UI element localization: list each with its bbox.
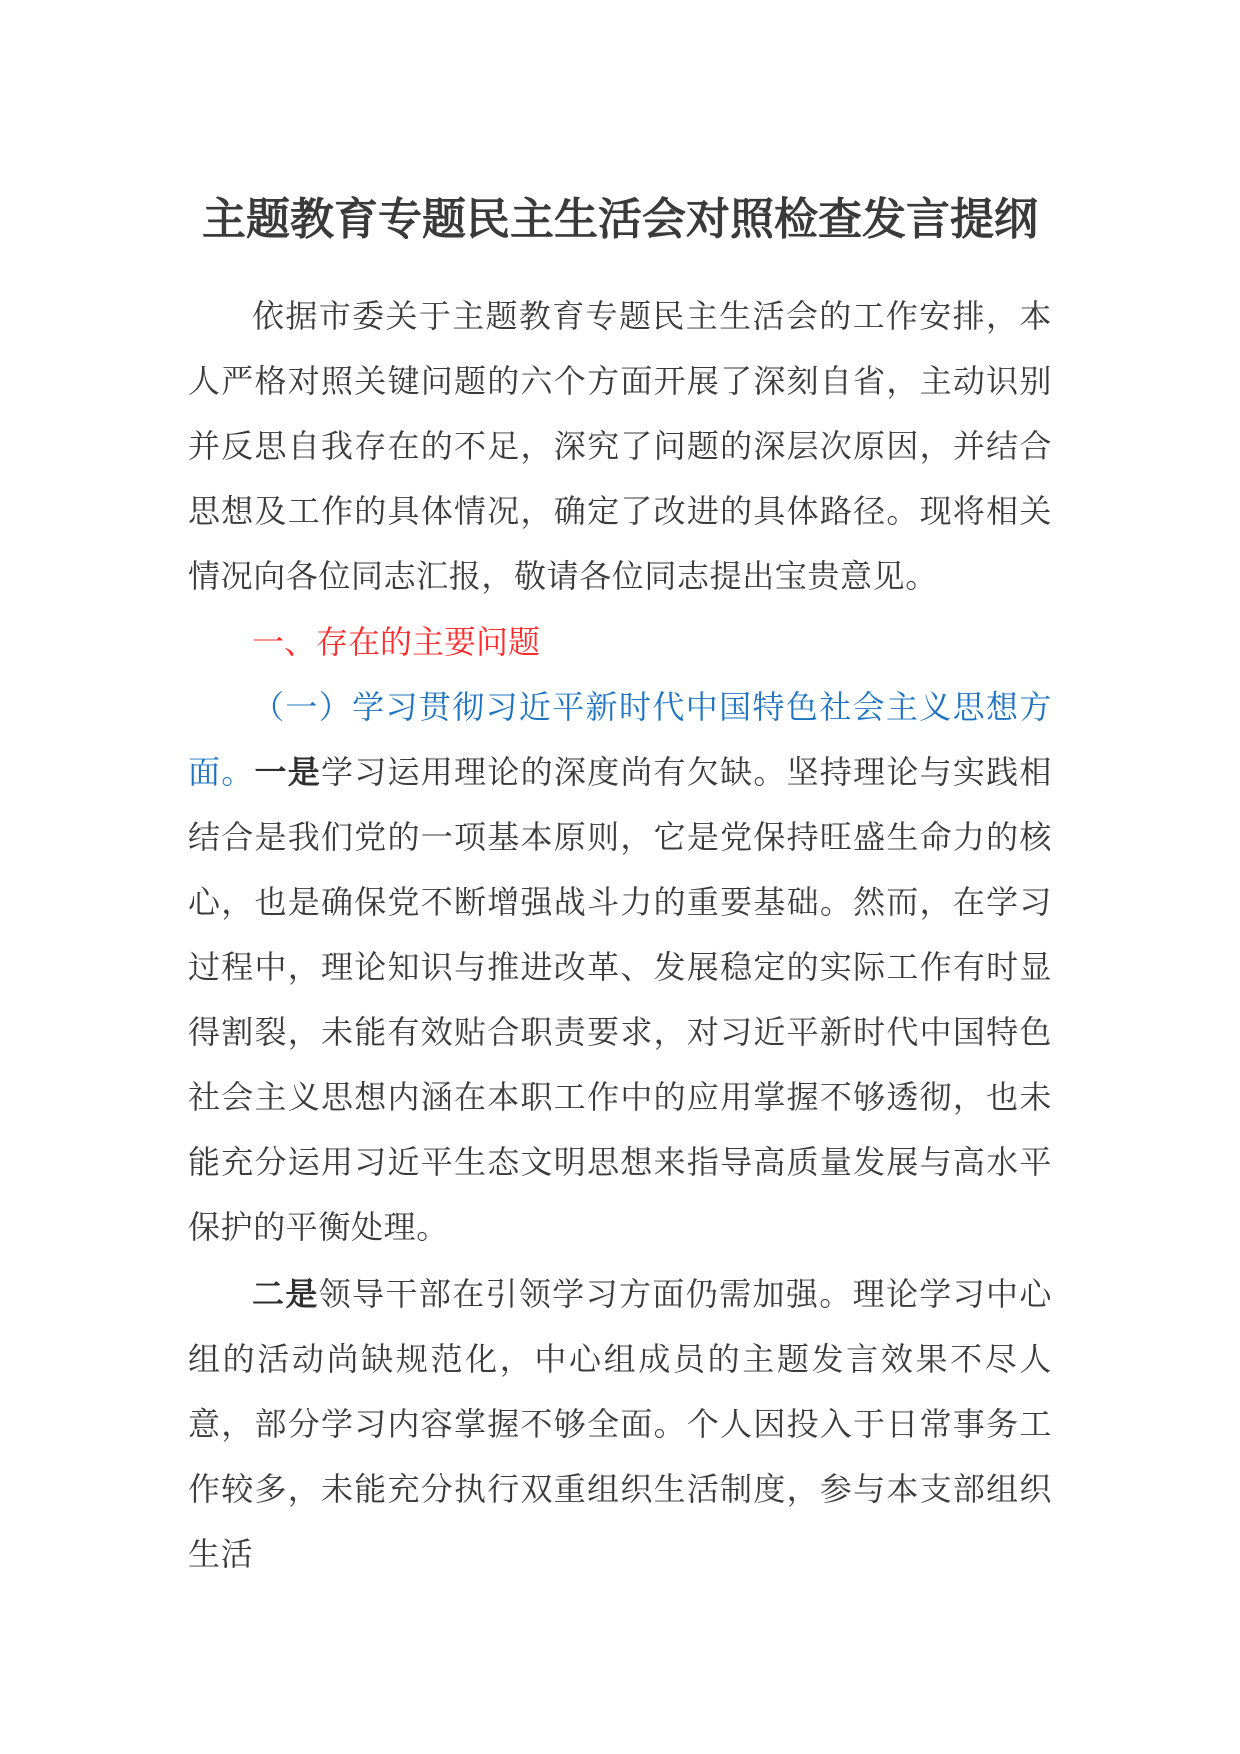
point-2-paragraph xyxy=(188,1262,1052,1587)
point-1-text: 学习运用理论的深度尚有欠缺。坚持理论与实践相结合是我们党的一项基本原则，它是党保持旺盛生命力的核心，也是确保党不断增强战斗力的重要基础。然而，在学习过程中，理论知识与推进改革、发展稳定的实际工作有时显得割裂，未能有效贴合职责要求，对习近平新时代中国特色社会主义思想内涵在本职工作中的应用掌握不够透彻，也未能充分运用习近平生态文明思想来指导高质量发展与高水平保护的平衡处理。 xyxy=(188,753,1053,1246)
point-2-text: 领导干部在引领学习方面仍需加强。理论学习中心组的活动尚缺规范化，中心组成员的主题发言效果不尽人意，部分学习内容掌握不够全面。个人因投入于日常事务工作较多，未能充分执行双重组织生活制度，参与本支部组织生活 xyxy=(188,1275,1052,1573)
subsection-1-heading: （一）学习贯彻习近平新时代中国特色社会主义思想方面。 xyxy=(188,688,1052,791)
document-body xyxy=(188,190,1052,1588)
section-heading-1: 一、存在的主要问题 xyxy=(252,623,541,661)
point-1-label: 一是 xyxy=(254,753,322,791)
subsection-1-paragraph xyxy=(188,675,1052,1260)
document-title: 主题教育专题民主生活会对照检查发言提纲 xyxy=(202,194,1038,245)
point-2-label: 二是 xyxy=(252,1275,319,1313)
intro-paragraph: 依据市委关于主题教育专题民主生活会的工作安排，本人严格对照关键问题的六个方面开展了深刻自省，主动识别并反思自我存在的不足，深究了问题的深层次原因，并结合思想及工作的具体情况，确定了改进的具体路径。现将相关情况向各位同志汇报，敬请各位同志提出宝贵意见。 xyxy=(188,297,1052,595)
